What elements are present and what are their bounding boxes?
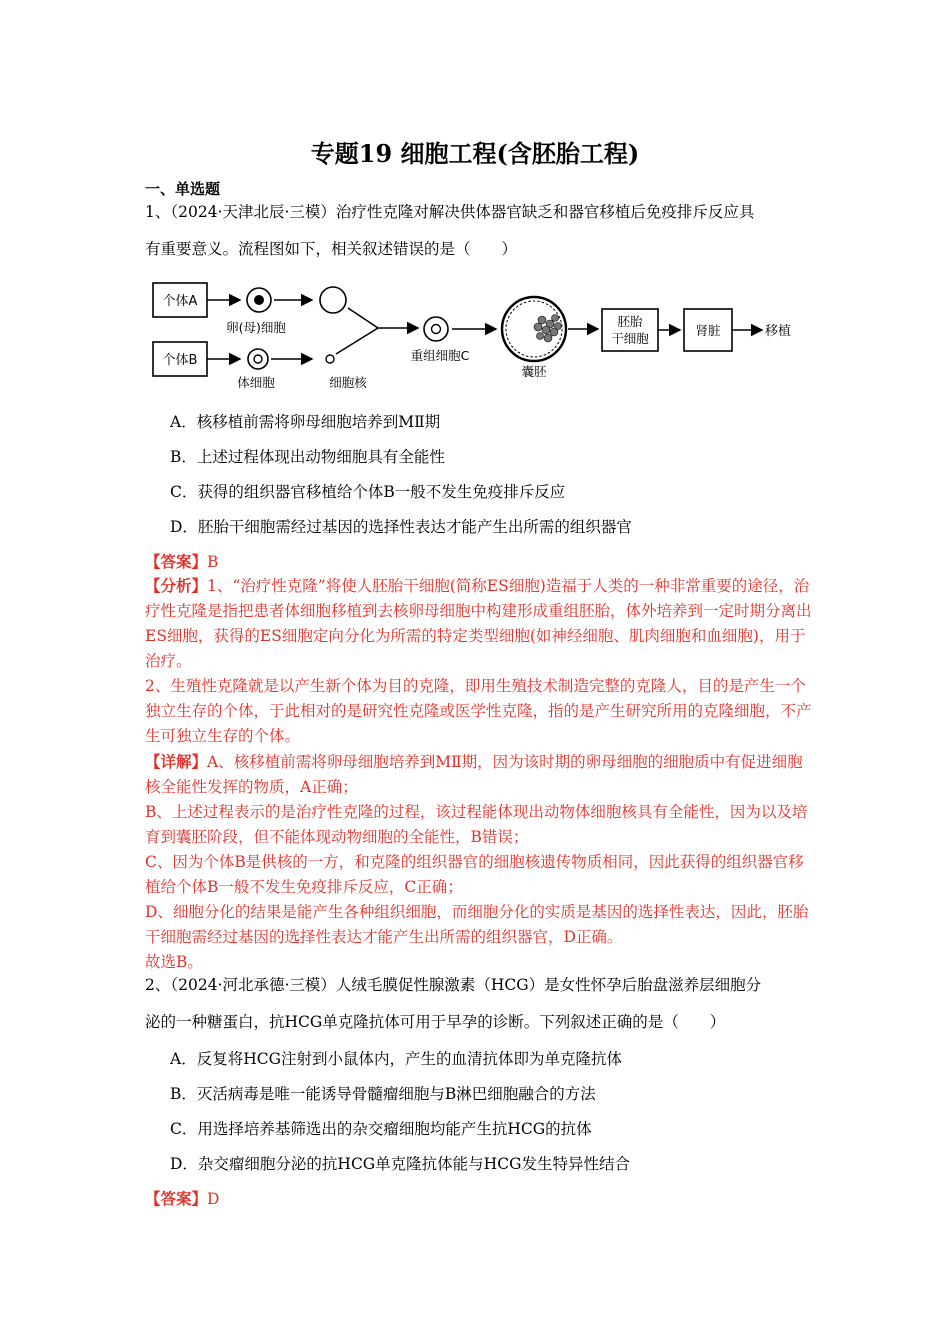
- question-2-option-a: A．反复将HCG注射到小鼠体内，产生的血清抗体即为单克隆抗体: [170, 1050, 622, 1068]
- stem-cell-label-line-2: 干细胞: [611, 331, 649, 346]
- question-1-answer: [145, 550, 218, 572]
- individual-a-label: 个体A: [162, 294, 198, 309]
- page-title: 专题19 细胞工程(含胚胎工程): [310, 139, 640, 168]
- section-heading: 一、单选题: [145, 180, 221, 198]
- enucleated-egg-icon: [320, 287, 346, 313]
- blastocyst-label: 囊胚: [521, 364, 547, 379]
- question-1-analysis: [145, 573, 815, 975]
- question-2-line-2: 泌的一种糖蛋白，抗HCG单克隆抗体可用于早孕的诊断。下列叙述正确的是（ ）: [145, 1013, 726, 1031]
- question-1-line-2: 有重要意义。流程图如下，相关叙述错误的是（ ）: [145, 240, 518, 258]
- transplant-label: 移植: [765, 324, 792, 339]
- cloning-flow-diagram: [150, 280, 810, 395]
- question-2-stem: [145, 967, 810, 1041]
- detail-paragraph-b: B、上述过程表示的是治疗性克隆的过程，该过程能体现出动物体细胞核具有全能性，因为以及培育到囊胚阶段，但不能体现动物细胞的全能性，B错误；: [145, 803, 808, 846]
- question-1-option-d: D．胚胎干细胞需经过基因的选择性表达才能产生出所需的组织器官: [170, 518, 632, 536]
- question-2-answer: [145, 1187, 219, 1209]
- question-1-option-a: A．核移植前需将卵母细胞培养到MⅡ期: [170, 413, 441, 431]
- answer-value: B: [207, 553, 219, 571]
- analysis-paragraph-2: 2、生殖性克隆就是以产生新个体为目的克隆，即用生殖技术制造完整的克隆人，目的是产生一个独立生存的个体，于此相对的是研究性克隆或医学性克隆，指的是产生研究所用的克隆细胞，不产生可独立生存的个体。: [145, 677, 812, 745]
- nucleus-icon: [326, 355, 334, 363]
- answer-label: 【答案】: [145, 1189, 208, 1208]
- detail-paragraph-d: D、细胞分化的结果是能产生各种组织细胞，而细胞分化的实质是基因的选择性表达，因此，胚胎干细胞需经过基因的选择性表达才能产生出所需的组织器官，D正确。: [145, 903, 809, 946]
- analysis-paragraph-1: 【分析】1、“治疗性克隆”将使人胚胎干细胞(简称ES细胞)造福于人类的一种非常重要的途径，治疗性克隆是指把患者体细胞移植到去核卵母细胞中构建形成重组胚胎，体外培养到一定时期分离出ES细胞，获得的ES细胞定向分化为所需的特定类型细胞(如神经细胞、肌肉细胞和血细胞)，用于治疗。: [145, 576, 812, 670]
- question-1-line-1: 1、（2024·天津北辰·三模）治疗性克隆对解决供体器官缺乏和器官移植后免疫排斥反应具: [145, 203, 755, 221]
- blastocyst-icon: [502, 297, 566, 361]
- answer-value: D: [207, 1190, 220, 1208]
- question-2-option-d: D．杂交瘤细胞分泌的抗HCG单克隆抗体能与HCG发生特异性结合: [170, 1155, 630, 1173]
- recombined-cell-label: 重组细胞C: [410, 348, 470, 363]
- question-2-line-1: 2、（2024·河北承德·三模）人绒毛膜促性腺激素（HCG）是女性怀孕后胎盘滋养层细胞分: [145, 976, 762, 994]
- detail-paragraph-a: 【详解】A、核移植前需将卵母细胞培养到MⅡ期，因为该时期的卵母细胞的细胞质中有促进细胞核全能性发挥的物质，A正确；: [145, 752, 803, 796]
- question-1-stem: [145, 194, 810, 268]
- question-1-option-b: B．上述过程体现出动物细胞具有全能性: [170, 448, 445, 466]
- question-2-option-c: C．用选择培养基筛选出的杂交瘤细胞均能产生抗HCG的抗体: [170, 1120, 592, 1138]
- conclusion: 故选B。: [145, 953, 203, 971]
- question-1-option-c: C．获得的组织器官移植给个体B一般不发生免疫排斥反应: [170, 483, 566, 501]
- stem-cell-label-line-1: 胚胎: [617, 314, 643, 329]
- nucleus-label: 细胞核: [329, 375, 367, 390]
- individual-b-label: 个体B: [162, 353, 198, 368]
- answer-label: 【答案】: [145, 552, 208, 571]
- question-2-option-b: B．灭活病毒是唯一能诱导骨髓瘤细胞与B淋巴细胞融合的方法: [170, 1085, 596, 1103]
- kidney-label: 肾脏: [695, 323, 721, 338]
- detail-paragraph-c: C、因为个体B是供核的一方，和克隆的组织器官的细胞核遗传物质相同，因此获得的组织器官移植给个体B一般不发生免疫排斥反应，C正确；: [145, 853, 804, 896]
- body-cell-label: 体细胞: [237, 375, 275, 390]
- egg-cell-label: 卵(母)细胞: [226, 320, 286, 335]
